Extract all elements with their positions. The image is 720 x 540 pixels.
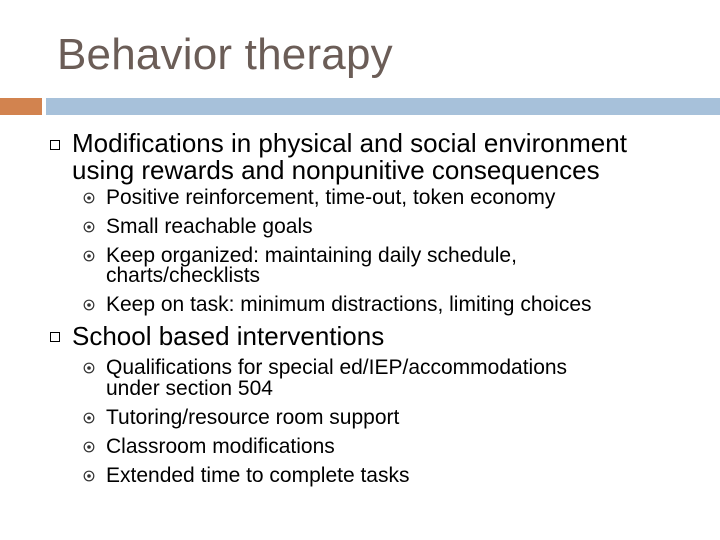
sub-bullet-1-4: Keep on task: minimum distractions, limiting choices — [106, 293, 592, 316]
sub-bullet-2-2: Tutoring/resource room support — [106, 406, 400, 429]
sub-bullet-2-4: Extended time to complete tasks — [106, 464, 410, 487]
target-bullet-icon — [83, 441, 95, 453]
bullet-1-line-2: using rewards and nonpunitive consequences — [72, 155, 600, 185]
sub-bullet-2-3: Classroom modifications — [106, 435, 335, 458]
title-accent-bar-blue — [46, 98, 720, 115]
target-bullet-icon — [83, 192, 95, 204]
square-bullet-icon — [50, 140, 60, 150]
sub-bullet-1-3-line-2: charts/checklists — [106, 264, 261, 287]
bullet-1-line-1: Modifications in physical and social environment — [72, 128, 627, 158]
target-bullet-icon — [83, 412, 95, 424]
title-accent-bar-orange — [0, 98, 42, 115]
target-bullet-icon — [83, 250, 95, 262]
target-bullet-icon — [83, 362, 95, 374]
sub-bullet-1-2: Small reachable goals — [106, 215, 313, 238]
sub-bullet-2-1-line-2: under section 504 — [106, 377, 273, 400]
target-bullet-icon — [83, 221, 95, 233]
slide-title: Behavior therapy — [57, 30, 393, 79]
sub-bullet-1-3-line-1: Keep organized: maintaining daily schedule, — [106, 244, 517, 267]
bullet-2-line-1: School based interventions — [72, 321, 385, 351]
target-bullet-icon — [83, 299, 95, 311]
sub-bullet-1-1: Positive reinforcement, time-out, token economy — [106, 186, 556, 209]
sub-bullet-2-1-line-1: Qualifications for special ed/IEP/accommodations — [106, 356, 568, 379]
target-bullet-icon — [83, 470, 95, 482]
square-bullet-icon — [50, 332, 60, 342]
